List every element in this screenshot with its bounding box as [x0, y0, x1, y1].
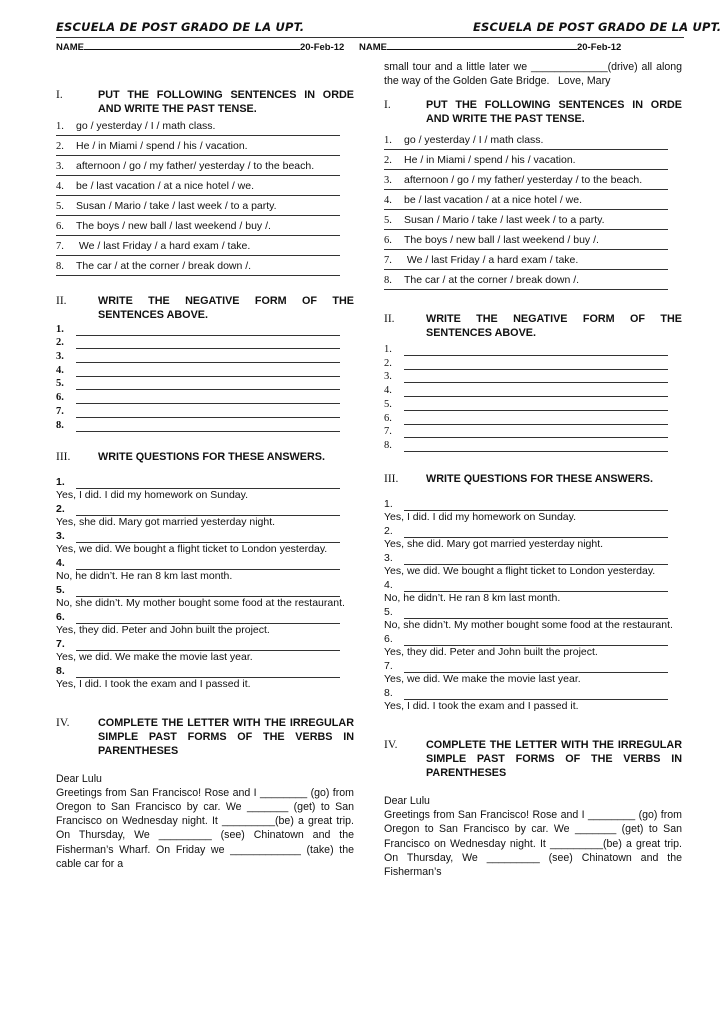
- item-number: 2.: [56, 502, 65, 515]
- item-number: 1.: [384, 497, 393, 510]
- list-item: [384, 579, 682, 606]
- list-item: [56, 404, 354, 418]
- list-item: [56, 638, 354, 665]
- list-item: [384, 498, 682, 525]
- item-number: 5.: [384, 215, 392, 227]
- item-text: He / in Miami / spend / his / vacation.: [404, 154, 576, 167]
- list-item: [56, 390, 354, 404]
- item-text: He / in Miami / spend / his / vacation.: [76, 140, 248, 152]
- section-number: I.: [384, 99, 391, 112]
- item-number: 3.: [384, 175, 392, 187]
- section-number: IV.: [384, 738, 398, 751]
- answer-line[interactable]: [56, 233, 340, 236]
- list-item: [384, 411, 682, 425]
- list-item: [56, 200, 354, 213]
- letter-body: Greetings from San Francisco! Rose and I ________ (go) from Oregon to San Francisco by car. We _______ (get) to San Francisco on Wednesday night. It _________(be) a great trip. On Thursday, We _________ (see) Chinatown and the Fisherman’s: [384, 809, 682, 878]
- item-number: 1.: [56, 475, 65, 488]
- section-heading: [384, 98, 682, 126]
- item-number: 8.: [384, 275, 392, 287]
- answer-line[interactable]: [404, 428, 668, 438]
- answer-text: Yes, I did. I took the exam and I passed it.: [56, 678, 251, 690]
- section-heading: [384, 472, 682, 486]
- answer-line[interactable]: [404, 663, 668, 673]
- list-item: [384, 633, 682, 660]
- answer-line[interactable]: [404, 501, 668, 511]
- list-item: [384, 274, 682, 287]
- list-item: [384, 687, 682, 714]
- answer-line[interactable]: [384, 267, 668, 270]
- list-item: [56, 180, 354, 193]
- item-text: We / last Friday / a hard exam / take.: [404, 254, 579, 267]
- item-number: 5.: [56, 201, 64, 212]
- answer-text: Yes, I did. I took the exam and I passed it.: [384, 700, 579, 713]
- answer-line[interactable]: [56, 273, 340, 276]
- answer-line[interactable]: [384, 187, 668, 190]
- date-label: 20-Feb-12: [576, 42, 622, 53]
- name-label: NAME: [56, 42, 84, 53]
- item-text: be / last vacation / at a nice hotel / we.: [76, 180, 255, 192]
- section-number: II.: [56, 295, 67, 307]
- answer-line[interactable]: [76, 367, 340, 377]
- answer-line[interactable]: [404, 346, 668, 356]
- answer-line[interactable]: [384, 207, 668, 210]
- section-number: III.: [56, 450, 71, 463]
- item-number: 1.: [56, 323, 64, 335]
- ordering-list: [384, 134, 682, 290]
- name-field-right[interactable]: [359, 40, 621, 53]
- answer-line[interactable]: [56, 193, 340, 196]
- answer-text: Yes, we did. We make the movie last year.: [56, 651, 253, 663]
- item-text: The boys / new ball / last weekend / buy /.: [76, 220, 271, 232]
- answer-line[interactable]: [76, 353, 340, 363]
- list-item: [384, 174, 682, 187]
- item-number: 4.: [384, 385, 392, 397]
- list-item: [384, 134, 682, 147]
- item-text: Susan / Mario / take / last week / to a party.: [404, 214, 605, 227]
- name-blank[interactable]: [84, 40, 300, 50]
- item-number: 2.: [384, 155, 392, 167]
- answer-line[interactable]: [76, 422, 340, 432]
- answer-text: Yes, they did. Peter and John built the project.: [384, 646, 598, 659]
- section-heading: [384, 738, 682, 780]
- answer-line[interactable]: [76, 380, 340, 390]
- section-heading: [56, 450, 354, 464]
- list-item: [56, 377, 354, 391]
- item-number: 1.: [56, 121, 64, 132]
- answer-line[interactable]: [404, 582, 668, 592]
- list-item: [384, 425, 682, 439]
- list-item: [384, 356, 682, 370]
- answer-line[interactable]: [404, 373, 668, 383]
- item-number: 4.: [56, 364, 64, 376]
- name-blank[interactable]: [387, 40, 577, 50]
- section-number: II.: [384, 313, 395, 326]
- section-title: WRITE THE NEGATIVE FORM OF THE SENTENCES ABOVE.: [98, 295, 354, 321]
- item-number: 7.: [384, 659, 393, 672]
- list-item: [56, 503, 354, 530]
- answer-line[interactable]: [404, 401, 668, 411]
- section-title: WRITE QUESTIONS FOR THESE ANSWERS.: [426, 472, 653, 485]
- answer-line[interactable]: [384, 227, 668, 230]
- item-number: 6.: [384, 412, 392, 424]
- item-number: 1.: [384, 344, 392, 356]
- list-item: [384, 552, 682, 579]
- section-title: WRITE THE NEGATIVE FORM OF THE SENTENCES ABOVE.: [426, 313, 682, 340]
- item-number: 8.: [384, 439, 392, 451]
- school-header: ESCUELA DE POST GRADO DE LA UPT.: [56, 20, 305, 34]
- item-number: 7.: [56, 405, 64, 417]
- section-title: WRITE QUESTIONS FOR THESE ANSWERS.: [98, 450, 325, 463]
- letter-body: Greetings from San Francisco! Rose and I ________ (go) from Oregon to San Francisco by car. We _______ (get) to San Francisco on Wednesday night. It _________(be) a great trip. On Thursday, We _________ (see) Chinatown and the Fisherman’s Wharf. On Friday we ____________ (take) the cable car for a: [56, 786, 354, 870]
- answer-line[interactable]: [76, 339, 340, 349]
- answer-text: No, she didn’t. My mother bought some food at the restaurant.: [56, 597, 345, 609]
- item-text: afternoon / go / my father/ yesterday / to the beach.: [76, 160, 315, 172]
- date-label: 20-Feb-12: [299, 42, 345, 53]
- item-text: be / last vacation / at a nice hotel / we.: [404, 194, 583, 207]
- answer-line[interactable]: [76, 533, 340, 543]
- item-number: 4.: [384, 195, 392, 207]
- item-number: 6.: [56, 610, 65, 623]
- section-title: PUT THE FOLLOWING SENTENCES IN ORDE AND WRITE THE PAST TENSE.: [98, 89, 354, 115]
- negative-list: [384, 342, 682, 452]
- list-item: [56, 240, 354, 253]
- answer-line[interactable]: [76, 479, 340, 489]
- list-item: [384, 606, 682, 633]
- item-number: 5.: [56, 378, 64, 390]
- answer-text: No, he didn’t. He ran 8 km last month.: [384, 592, 561, 605]
- answer-line[interactable]: [384, 287, 668, 290]
- list-item: [384, 194, 682, 207]
- item-number: 7.: [384, 426, 392, 438]
- answer-line[interactable]: [404, 387, 668, 397]
- list-item: [56, 611, 354, 638]
- item-text: afternoon / go / my father/ yesterday / to the beach.: [404, 174, 643, 187]
- letter-greeting: Dear Lulu: [56, 772, 102, 785]
- list-item: [56, 584, 354, 611]
- section-heading: [56, 294, 354, 322]
- section-title: COMPLETE THE LETTER WITH THE IRREGULAR SIMPLE PAST FORMS OF THE VERBS IN PARENTHESES: [98, 716, 354, 757]
- item-number: 3.: [56, 161, 64, 172]
- right-column: [384, 60, 682, 879]
- section-number: I.: [56, 89, 63, 101]
- item-number: 2.: [384, 357, 392, 369]
- negative-list: [56, 322, 354, 432]
- list-item: [56, 160, 354, 173]
- item-number: 6.: [384, 235, 392, 247]
- list-item: [384, 254, 682, 267]
- answer-line[interactable]: [404, 442, 668, 452]
- item-number: 3.: [384, 371, 392, 383]
- answer-text: Yes, we did. We bought a flight ticket to London yesterday.: [384, 565, 656, 578]
- item-number: 3.: [384, 551, 393, 564]
- answer-line[interactable]: [76, 408, 340, 418]
- questions-list: [384, 498, 682, 714]
- name-label: NAME: [359, 42, 387, 53]
- item-number: 6.: [56, 221, 64, 232]
- section-number: IV.: [56, 716, 70, 729]
- answer-line[interactable]: [404, 636, 668, 646]
- item-number: 7.: [56, 241, 64, 252]
- answer-line[interactable]: [76, 326, 340, 336]
- item-number: 8.: [56, 664, 65, 677]
- list-item: [56, 418, 354, 432]
- item-number: 2.: [56, 337, 64, 349]
- name-field-left[interactable]: [56, 40, 344, 53]
- answer-line[interactable]: [404, 360, 668, 370]
- item-number: 6.: [56, 392, 64, 404]
- item-number: 7.: [384, 255, 392, 267]
- item-number: 8.: [56, 261, 64, 272]
- answer-line[interactable]: [404, 415, 668, 425]
- answer-text: Yes, they did. Peter and John built the project.: [56, 624, 270, 636]
- item-text: go / yesterday / I / math class.: [76, 120, 216, 132]
- item-number: 5.: [56, 583, 65, 596]
- answer-line[interactable]: [76, 506, 340, 516]
- item-text: go / yesterday / I / math class.: [404, 134, 544, 147]
- item-number: 8.: [56, 419, 64, 431]
- item-number: 4.: [56, 556, 65, 569]
- item-number: 5.: [384, 398, 392, 410]
- item-number: 2.: [384, 524, 393, 537]
- list-item: [384, 234, 682, 247]
- list-item: [56, 336, 354, 350]
- answer-line[interactable]: [56, 173, 340, 176]
- section-title: COMPLETE THE LETTER WITH THE IRREGULAR SIMPLE PAST FORMS OF THE VERBS IN PARENTHESES: [426, 738, 682, 779]
- item-number: 7.: [56, 637, 65, 650]
- letter-signoff: Love, Mary: [558, 75, 611, 87]
- answer-line[interactable]: [56, 253, 340, 256]
- item-text: We / last Friday / a hard exam / take.: [76, 240, 251, 252]
- item-number: 5.: [384, 605, 393, 618]
- answer-line[interactable]: [384, 167, 668, 170]
- item-text: The boys / new ball / last weekend / buy /.: [404, 234, 599, 247]
- list-item: [56, 530, 354, 557]
- answer-line[interactable]: [76, 587, 340, 597]
- item-text: Susan / Mario / take / last week / to a party.: [76, 200, 277, 212]
- answer-line[interactable]: [404, 528, 668, 538]
- left-column: [56, 60, 354, 871]
- list-item: [384, 397, 682, 411]
- item-number: 3.: [56, 351, 64, 363]
- list-item: [384, 154, 682, 167]
- item-number: 4.: [384, 578, 393, 591]
- school-header: ESCUELA DE POST GRADO DE LA UPT.: [473, 20, 722, 34]
- answer-text: Yes, I did. I did my homework on Sunday.: [384, 511, 577, 524]
- list-item: [384, 370, 682, 384]
- letter-continuation: small tour and a little later we _____________(drive) all along the way of the Golden Gate Bridge.: [384, 61, 682, 88]
- item-text: The car / at the corner / break down /.: [404, 274, 580, 287]
- answer-line[interactable]: [404, 555, 668, 565]
- list-item: [384, 342, 682, 356]
- list-item: [56, 476, 354, 503]
- list-item: [56, 665, 354, 692]
- answer-line[interactable]: [76, 614, 340, 624]
- list-item: [56, 120, 354, 133]
- list-item: [384, 438, 682, 452]
- header-divider: [56, 37, 684, 38]
- list-item: [384, 214, 682, 227]
- answer-text: No, she didn’t. My mother bought some food at the restaurant.: [384, 619, 673, 632]
- answer-text: Yes, we did. We bought a flight ticket to London yesterday.: [56, 543, 328, 555]
- item-number: 3.: [56, 529, 65, 542]
- section-heading: [384, 312, 682, 340]
- answer-text: Yes, we did. We make the movie last year.: [384, 673, 581, 686]
- answer-text: No, he didn’t. He ran 8 km last month.: [56, 570, 233, 582]
- section-heading: [56, 716, 354, 758]
- ordering-list: [56, 120, 354, 276]
- list-item: [384, 660, 682, 687]
- answer-text: Yes, I did. I did my homework on Sunday.: [56, 489, 249, 501]
- answer-line[interactable]: [76, 560, 340, 570]
- list-item: [56, 260, 354, 273]
- answer-line[interactable]: [56, 133, 340, 136]
- item-number: 2.: [56, 141, 64, 152]
- answer-line[interactable]: [56, 153, 340, 156]
- section-number: III.: [384, 472, 399, 485]
- list-item: [56, 322, 354, 336]
- answer-line[interactable]: [404, 690, 668, 700]
- item-number: 6.: [384, 632, 393, 645]
- list-item: [384, 383, 682, 397]
- list-item: [56, 363, 354, 377]
- answer-text: Yes, she did. Mary got married yesterday night.: [384, 538, 604, 551]
- answer-line[interactable]: [76, 668, 340, 678]
- answer-line[interactable]: [404, 609, 668, 619]
- questions-list: [56, 476, 354, 692]
- list-item: [384, 525, 682, 552]
- item-text: The car / at the corner / break down /.: [76, 260, 252, 272]
- list-item: [56, 557, 354, 584]
- answer-line[interactable]: [56, 213, 340, 216]
- answer-line[interactable]: [384, 147, 668, 150]
- item-number: 1.: [384, 135, 392, 147]
- answer-line[interactable]: [76, 641, 340, 651]
- letter-greeting: Dear Lulu: [384, 794, 430, 807]
- section-title: PUT THE FOLLOWING SENTENCES IN ORDE AND WRITE THE PAST TENSE.: [426, 99, 682, 126]
- list-item: [56, 349, 354, 363]
- list-item: [56, 220, 354, 233]
- answer-line[interactable]: [76, 394, 340, 404]
- answer-line[interactable]: [384, 247, 668, 250]
- section-heading: [56, 88, 354, 116]
- item-number: 4.: [56, 181, 64, 192]
- item-number: 8.: [384, 686, 393, 699]
- list-item: [56, 140, 354, 153]
- answer-text: Yes, she did. Mary got married yesterday night.: [56, 516, 276, 528]
